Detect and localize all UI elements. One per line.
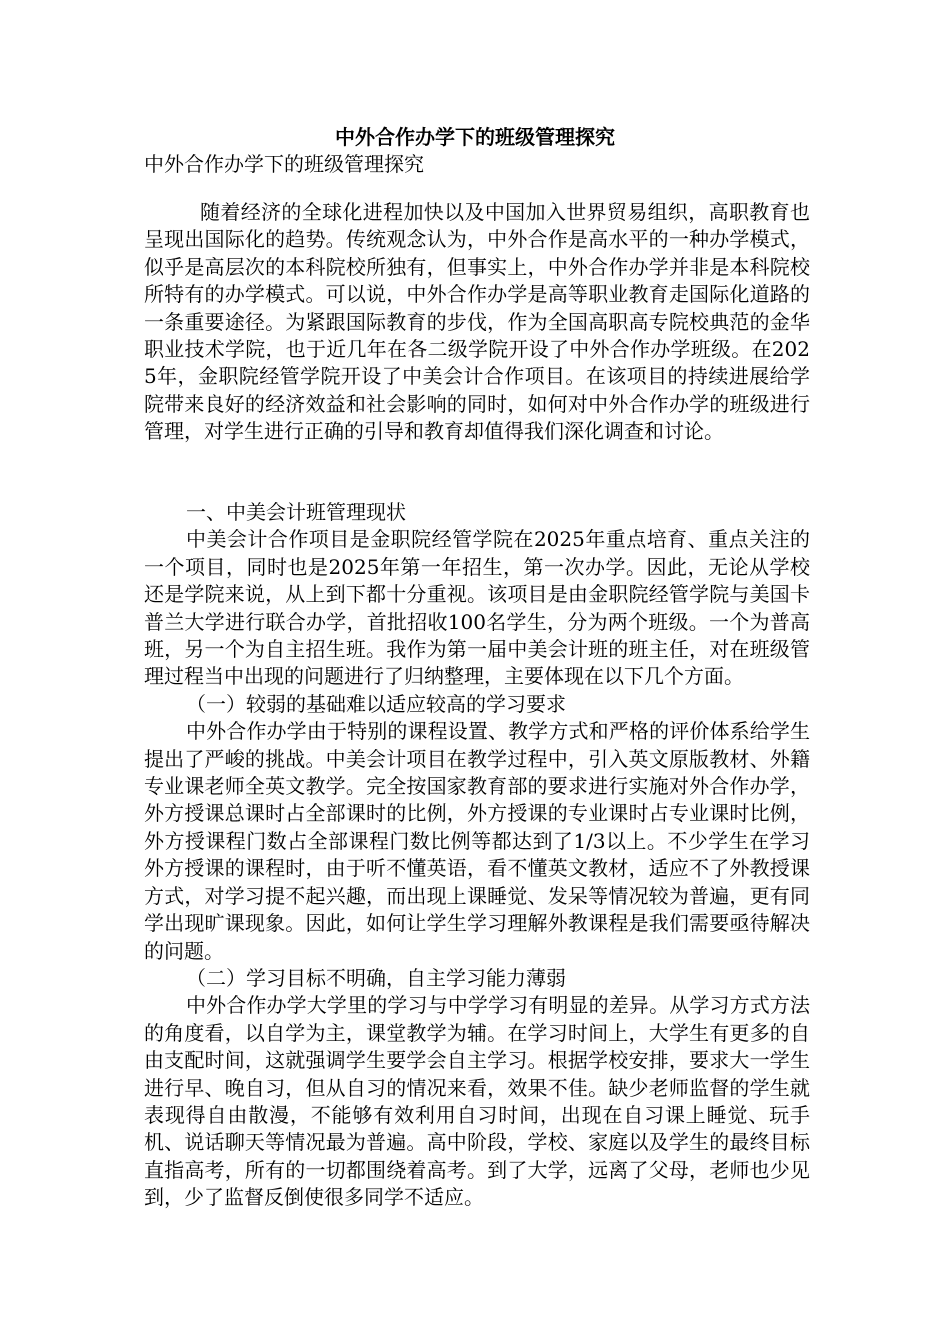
section-heading: 一、中美会计班管理现状 bbox=[186, 500, 406, 524]
section-paragraph: 中美会计合作项目是金职院经管学院在2025年重点培育、重点关注的一个项目，同时也是2025年第一年招生，第一次办学。因此，无论从学校还是学院来说，从上到下都十分重视。该项目是由金职院经管学院与美国卡普兰大学进行联合办学，首批招收100名学生，分为两个班级。一个为普高班，另一个为自主招生班。我作为第一届中美会计班的班主任，对在班级管理过程当中出现的问题进行了归纳整理，主要体现在以下几个方面。 bbox=[144, 527, 810, 689]
subsection-heading-unclear-goals: （二）学习目标不明确，自主学习能力薄弱 bbox=[186, 965, 566, 990]
document-subtitle: 中外合作办学下的班级管理探究 bbox=[144, 152, 424, 176]
subsection-paragraph-weak-foundation: 中外合作办学由于特别的课程设置、教学方式和严格的评价体系给学生提出了严峻的挑战。中美会计项目在教学过程中，引入英文原版教材、外籍专业课老师全英文教学。完全按国家教育部的要求进行实施对外合作办学，外方授课总课时占全部课时的比例，外方授课的专业课时占专业课时比例，外方授课程门数占全部课程门数比例等都达到了1/3以上。不少学生在学习外方授课的课程时，由于听不懂英语，看不懂英文教材，适应不了外教授课方式，对学习提不起兴趣，而出现上课睡觉、发呆等情况较为普遍，更有同学出现旷课现象。因此，如何让学生学习理解外教课程是我们需要亟待解决的问题。 bbox=[144, 719, 810, 963]
document-title: 中外合作办学下的班级管理探究 bbox=[335, 125, 615, 149]
section-current-status bbox=[144, 499, 810, 1212]
subsection-paragraph-unclear-goals: 中外合作办学大学里的学习与中学学习有明显的差异。从学习方式方法的角度看，以自学为主，课堂教学为辅。在学习时间上，大学生有更多的自由支配时间，这就强调学生要学会自主学习。根据学校安排，要求大一学生进行早、晚自习，但从自习的情况来看，效果不佳。缺少老师监督的学生就表现得自由散漫，不能够有效利用自习时间，出现在自习课上睡觉、玩手机、说话聊天等情况最为普遍。高中阶段，学校、家庭以及学生的最终目标直指高考，所有的一切都围绕着高考。到了大学，远离了父母，老师也少见到，少了监督反倒使很多同学不适应。 bbox=[144, 993, 810, 1210]
subsection-heading-weak-foundation: （一）较弱的基础难以适应较高的学习要求 bbox=[186, 691, 566, 716]
intro-paragraph: 随着经济的全球化进程加快以及中国加入世界贸易组织，高职教育也呈现出国际化的趋势。传统观念认为，中外合作是高水平的一种办学模式，似乎是高层次的本科院校所独有，但事实上，中外合作办学并非是本科院校所特有的办学模式。可以说，中外合作办学是高等职业教育走国际化道路的一条重要途径。为紧跟国际教育的步伐，作为全国高职高专院校典范的金华职业技术学院，也于近几年在各二级学院开设了中外合作办学班级。在2025年，金职院经管学院开设了中美会计合作项目。在该项目的持续进展给学院带来良好的经济效益和社会影响的同时，如何对中外合作办学的班级进行管理，对学生进行正确的引导和教育却值得我们深化调查和讨论。 bbox=[144, 200, 810, 444]
